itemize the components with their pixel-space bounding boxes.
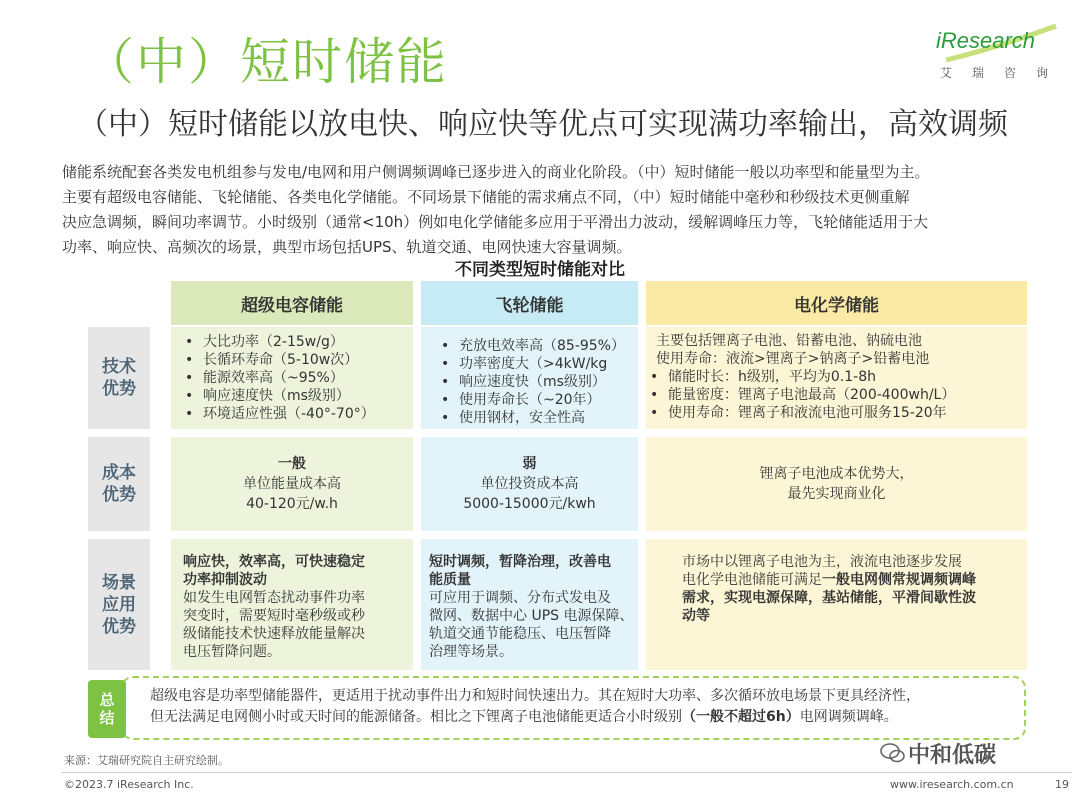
- list-item: • 响应速度快（ms级别）: [437, 373, 632, 391]
- list-item: • 能量密度：锂离子电池最高（200-400wh/L）: [646, 386, 1019, 404]
- intro-line: 功率、响应快、高频次的场景，典型市场包括UPS、轨道交通、电网快速大容量调频。: [62, 238, 632, 256]
- iresearch-logo: [936, 18, 1069, 88]
- text-line: 单位能量成本高: [243, 476, 341, 492]
- text-line: 响应快，效率高，可快速稳定: [183, 554, 365, 570]
- cost-supercap-cell: [171, 437, 413, 531]
- summary-line: 超级电容是功率型储能器件，更适用于扰动事件出力和短时间快速出力。其在短时大功率、多次循环放电场景下更具经济性，: [150, 688, 920, 704]
- column-header-supercap: 超级电容储能: [171, 281, 413, 325]
- cost-electrochem-cell: [646, 437, 1027, 531]
- tech-supercap-cell: [171, 327, 413, 429]
- list-item: • 使用钢材，安全性高: [437, 409, 632, 427]
- text-line: 突变时，需要短时毫秒级或秒: [183, 608, 365, 624]
- summary-label: [88, 680, 126, 738]
- row-header-text: 应用: [102, 594, 136, 615]
- text-line: 电压暂降问题。: [183, 644, 281, 660]
- row-header-tech: [88, 327, 150, 429]
- list-item: • 大比功率（2-15w/g）: [181, 333, 405, 351]
- list-item: • 环境适应性强（-40°-70°）: [181, 405, 405, 423]
- text-line: 锂离子电池成本优势大，: [759, 466, 914, 482]
- text-line: 主要包括锂离子电池、铅蓄电池、钠硫电池: [656, 333, 922, 349]
- text-span: 但无法满足电网侧小时或天时间的能源储备。相比之下锂离子电池储能更适合小时级别: [150, 709, 682, 725]
- website-link[interactable]: www.iresearch.com.cn: [890, 778, 1014, 791]
- row-header-text: 成本: [102, 463, 136, 483]
- logo-subtext: 艾瑞咨询: [940, 66, 1069, 80]
- watermark-text: 中和低碳: [908, 743, 997, 768]
- intro-line: 决应急调频，瞬间功率调节。小时级别（通常<10h）例如电化学储能多应用于平滑出力波动，缓解调峰压力等，飞轮储能适用于大: [62, 213, 929, 231]
- tech-flywheel-cell: [421, 327, 638, 429]
- row-header-text: 优势: [102, 485, 136, 505]
- row-header-text: 技术: [102, 357, 136, 377]
- summary-line: [150, 707, 1020, 728]
- list-item: • 使用寿命：锂离子和液流电池可服务15-20年: [646, 404, 1019, 422]
- source-note: 来源：艾瑞研究院自主研究绘制。: [64, 754, 229, 767]
- list-item: • 使用寿命长（~20年）: [437, 391, 632, 409]
- row-header-cost: [88, 437, 150, 531]
- text-line: 5000-15000元/kwh: [463, 496, 596, 512]
- page-title: （中）短时储能: [84, 33, 448, 91]
- footer-divider: [62, 772, 1072, 773]
- intro-paragraph: [62, 160, 1062, 260]
- scene-flywheel-cell: [421, 539, 638, 670]
- text-line: 使用寿命：液流>锂离子>钠离子>铅蓄电池: [656, 351, 930, 367]
- wechat-icon: [880, 742, 906, 764]
- text-line: 能质量: [429, 572, 471, 588]
- row-header-text: 场景: [102, 572, 136, 593]
- text-line: 短时调频，暂降治理，改善电: [429, 554, 611, 570]
- intro-line: 主要有超级电容储能、飞轮储能、各类电化学储能。不同场景下储能的需求痛点不同，（中）短时储能中毫秒和秒级技术更侧重解: [62, 188, 910, 206]
- list-item: • 储能时长：h级别，平均为0.1-8h: [646, 368, 1019, 386]
- text-line: 如发生电网暂态扰动事件功率: [183, 590, 365, 606]
- text-span: 电化学电池储能可满足: [682, 572, 822, 588]
- scene-supercap-cell: [171, 539, 413, 670]
- scene-electrochem-cell: [646, 539, 1027, 670]
- text-span: 电网调频调峰。: [799, 709, 898, 725]
- text-line: 级储能技术快速释放能量解决: [183, 626, 365, 642]
- intro-line: 储能系统配套各类发电机组参与发电/电网和用户侧调频调峰已逐步进入的商业化阶段。（中）短时储能一般以功率型和能量型为主。: [62, 163, 930, 181]
- text-line: 单位投资成本高: [480, 476, 579, 492]
- text-line: 需求，实现电源保障，基站储能，平滑间歇性波: [682, 590, 976, 606]
- row-header-text: 优势: [102, 379, 136, 399]
- cost-level: 一般: [278, 456, 306, 472]
- cost-flywheel-cell: [421, 437, 638, 531]
- logo-text: iResearch: [936, 28, 1036, 53]
- text-line: 功率抑制波动: [183, 572, 267, 588]
- copyright: ©2023.7 iResearch Inc.: [64, 778, 194, 791]
- summary-label-text: 结: [99, 709, 115, 727]
- text-line: 最先实现商业化: [787, 486, 886, 502]
- tech-electrochem-cell: [646, 327, 1027, 429]
- page-number: 19: [1055, 778, 1069, 791]
- text-line: 治理等场景。: [429, 644, 513, 660]
- page-subtitle: （中）短时储能以放电快、响应快等优点可实现满功率输出，高效调频: [78, 107, 1008, 142]
- summary-text: [150, 686, 1020, 728]
- text-line: 动等: [682, 608, 710, 624]
- column-header-flywheel: 飞轮储能: [421, 281, 638, 325]
- text-span-bold: 一般电网侧常规调频调峰: [822, 572, 976, 588]
- list-item: • 响应速度快（ms级别）: [181, 387, 405, 405]
- text-line: 可应用于调频、分布式发电及: [429, 590, 611, 606]
- list-item: • 长循环寿命（5-10w次）: [181, 351, 405, 369]
- text-line: [682, 571, 1019, 589]
- list-item: • 能源效率高（~95%）: [181, 369, 405, 387]
- text-line: 市场中以锂离子电池为主，液流电池逐步发展: [682, 554, 962, 570]
- list-item: • 功率密度大（>4kW/kg: [437, 355, 632, 373]
- text-line: 微网、数据中心 UPS 电源保障、: [429, 608, 634, 624]
- cost-level: 弱: [522, 456, 537, 472]
- summary-label-text: 总: [99, 691, 115, 709]
- row-header-text: 优势: [102, 616, 136, 637]
- table-title: 不同类型短时储能对比: [455, 260, 625, 280]
- column-header-electrochem: 电化学储能: [646, 281, 1027, 325]
- text-span-bold: （一般不超过6h）: [682, 709, 800, 725]
- list-item: • 充放电效率高（85-95%）: [437, 337, 632, 355]
- text-line: 40-120元/w.h: [246, 496, 338, 512]
- row-header-scene: [88, 539, 150, 670]
- text-line: 轨道交通节能稳压、电压暂降: [429, 626, 611, 642]
